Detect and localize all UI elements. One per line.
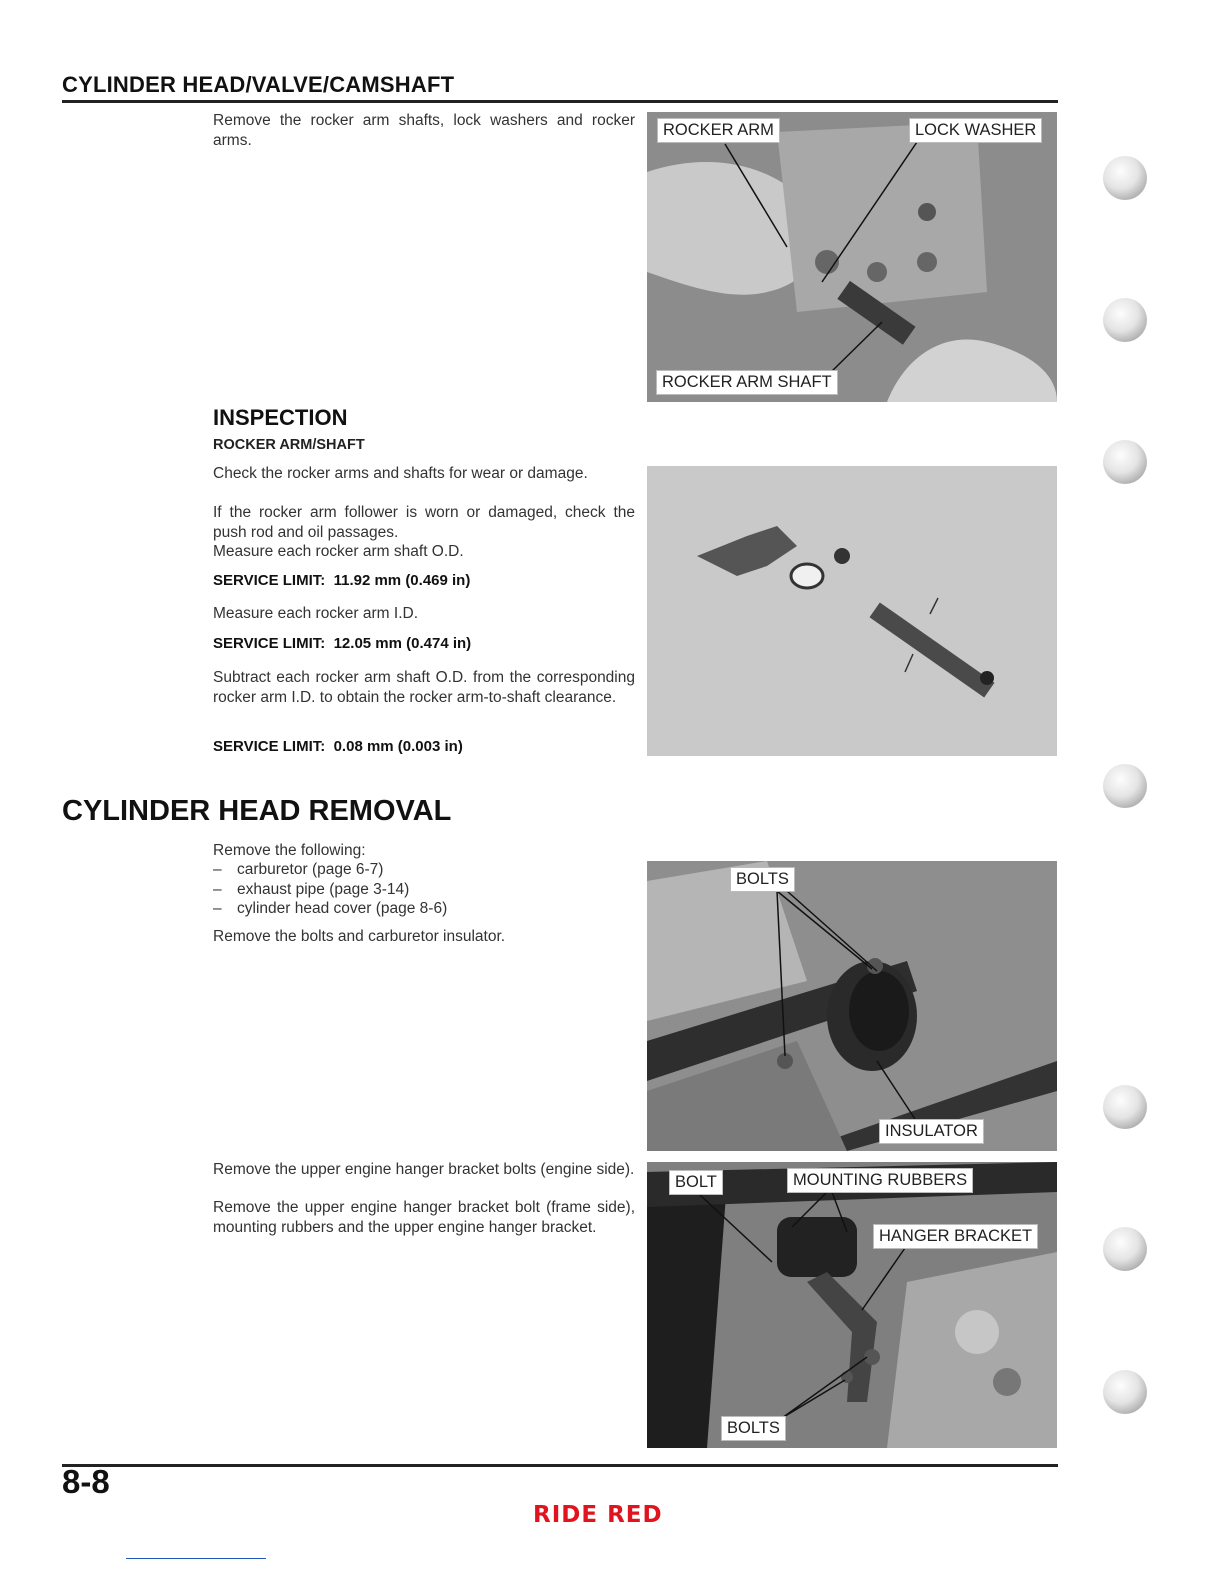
- label-mounting-rubbers: MOUNTING RUBBERS: [787, 1168, 973, 1193]
- inspection-subtitle: ROCKER ARM/SHAFT: [213, 437, 365, 453]
- service-limit-3-value: 0.08 mm (0.003 in): [333, 738, 463, 755]
- binder-hole-2: [1103, 298, 1147, 342]
- page-number: 8-8: [62, 1463, 110, 1500]
- service-limit-2-label: SERVICE LIMIT:: [213, 635, 326, 652]
- removal-hanger-text-1: Remove the upper engine hanger bracket bolts (engine side).: [213, 1161, 635, 1178]
- binder-hole-4: [1103, 764, 1147, 808]
- removal-list-item: – cylinder head cover (page 8-6): [213, 899, 635, 919]
- photo-rocker-arm-removal: [647, 112, 1057, 402]
- binder-hole-1: [1103, 156, 1147, 200]
- removal-list: [213, 860, 635, 919]
- service-limit-3: [213, 738, 463, 755]
- label-bolts: BOLTS: [721, 1416, 786, 1441]
- inspection-paragraph-4: Measure each rocker arm I.D.: [213, 605, 419, 622]
- photo-rocker-arm-shaft-measure: [647, 466, 1057, 756]
- photo-hanger-bracket: [647, 1162, 1057, 1448]
- removal-list-item: – exhaust pipe (page 3-14): [213, 880, 635, 900]
- binder-hole-6: [1103, 1227, 1147, 1271]
- inspection-paragraph-3: Measure each rocker arm shaft O.D.: [213, 543, 464, 560]
- label-rocker-arm: ROCKER ARM: [657, 118, 780, 143]
- removal-intro: Remove the following:: [213, 842, 366, 859]
- binder-hole-3: [1103, 440, 1147, 484]
- label-rocker-arm-shaft: ROCKER ARM SHAFT: [656, 370, 838, 395]
- service-limit-2: [213, 635, 471, 652]
- brand-logo: RIDE RED: [533, 1502, 663, 1528]
- removal-bolts-text: Remove the bolts and carburetor insulator.: [213, 928, 506, 945]
- header-rule: [62, 100, 1058, 103]
- label-bolts: BOLTS: [730, 867, 795, 892]
- binder-hole-5: [1103, 1085, 1147, 1129]
- removal-hanger-text-2: Remove the upper engine hanger bracket bolt (frame side), mounting rubbers and the upper engine hanger bracket.: [213, 1199, 635, 1236]
- removal-list-item: – carburetor (page 6-7): [213, 860, 635, 880]
- carburetor-insulator-illustration: [647, 861, 1057, 1151]
- section-header-title: CYLINDER HEAD/VALVE/CAMSHAFT: [62, 72, 455, 97]
- removal-title: CYLINDER HEAD REMOVAL: [62, 795, 452, 827]
- footer-link-underline: [126, 1558, 266, 1559]
- label-lock-washer: LOCK WASHER: [909, 118, 1042, 143]
- label-insulator: INSULATOR: [879, 1119, 984, 1144]
- hanger-bracket-illustration: [647, 1162, 1057, 1448]
- label-bolt: BOLT: [669, 1170, 723, 1195]
- service-limit-3-label: SERVICE LIMIT:: [213, 738, 326, 755]
- inspection-paragraph-1: Check the rocker arms and shafts for wear or damage.: [213, 465, 588, 482]
- rocker-arm-and-shaft-illustration: [647, 466, 1057, 756]
- inspection-title: INSPECTION: [213, 405, 348, 430]
- rocker-removal-text: Remove the rocker arm shafts, lock washers and rocker arms.: [213, 112, 635, 149]
- label-hanger-bracket: HANGER BRACKET: [873, 1224, 1038, 1249]
- inspection-paragraph-2: If the rocker arm follower is worn or damaged, check the push rod and oil passages.: [213, 504, 635, 541]
- service-limit-1-value: 11.92 mm (0.469 in): [333, 572, 471, 589]
- service-limit-1-label: SERVICE LIMIT:: [213, 572, 326, 589]
- rocker-arm-removal-illustration: [647, 112, 1057, 402]
- footer-rule: [62, 1464, 1058, 1467]
- inspection-paragraph-5: Subtract each rocker arm shaft O.D. from the corresponding rocker arm I.D. to obtain the rocker arm-to-shaft clearance.: [213, 669, 635, 706]
- service-limit-1: [213, 572, 470, 589]
- binder-hole-7: [1103, 1370, 1147, 1414]
- service-limit-2-value: 12.05 mm (0.474 in): [333, 635, 472, 652]
- photo-carburetor-insulator: [647, 861, 1057, 1151]
